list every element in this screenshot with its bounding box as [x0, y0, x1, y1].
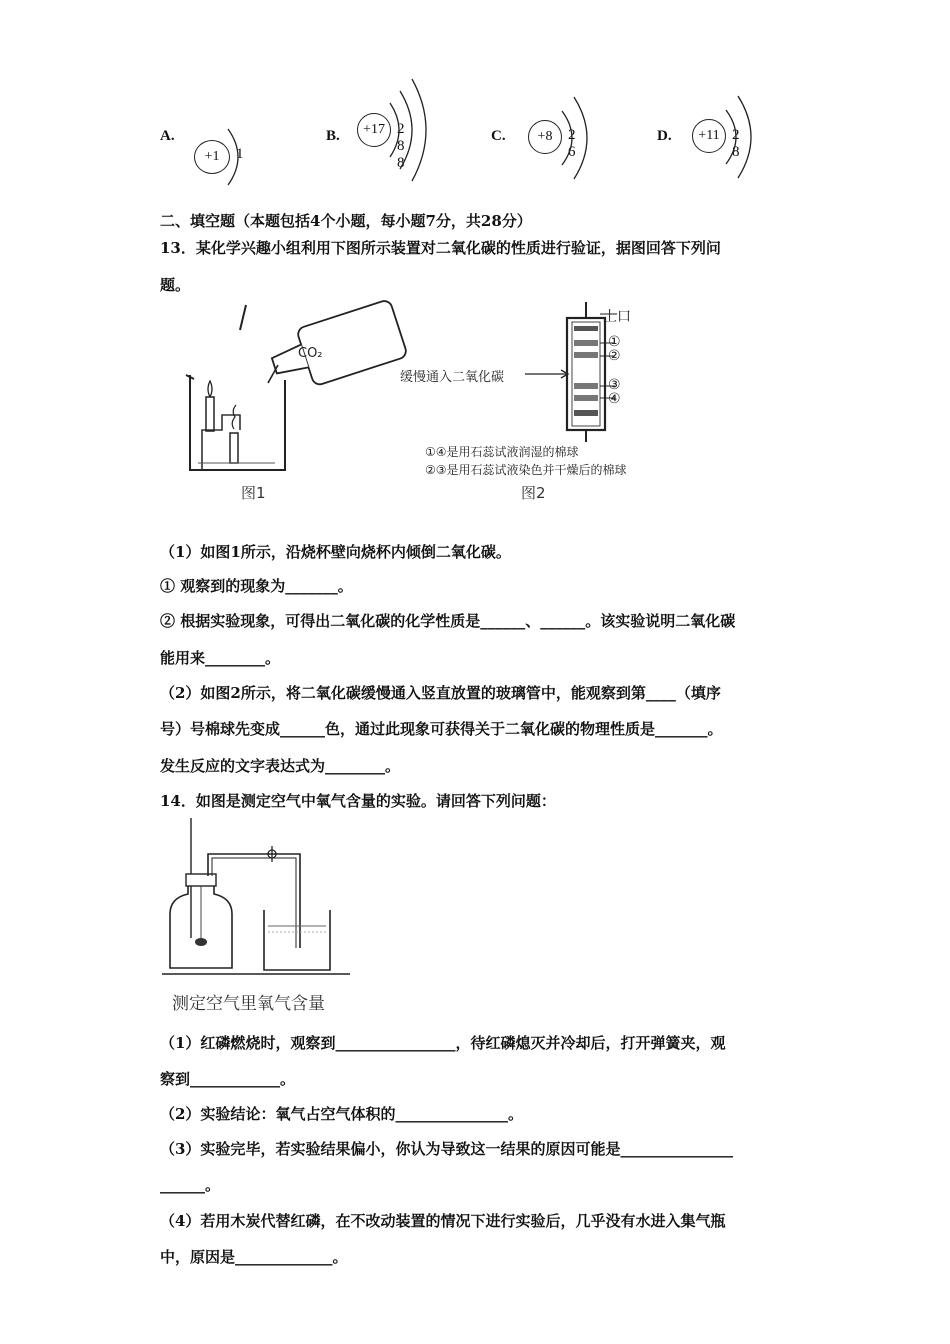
q13-stem-line1: 13．某化学兴趣小组利用下图所示装置对二氧化碳的性质进行验证，据图回答下列问: [160, 239, 721, 257]
nucleus-a: +1: [194, 140, 230, 174]
option-b-label: B.: [326, 128, 340, 144]
shell-arcs-d: [722, 92, 772, 182]
figure-3-caption: 测定空气里氧气含量: [172, 994, 325, 1014]
q13-part1-q2-cont: 能用来________。: [160, 649, 281, 667]
nucleus-b: +17: [357, 113, 391, 147]
nucleus-c: +8: [528, 120, 562, 154]
q13-stem-line2: 题。: [160, 276, 191, 294]
q14-part1-line1: （1）红磷燃烧时，观察到________________，待红磷熄灭并冷却后，打开弹簧夹，观: [160, 1034, 726, 1052]
q14-part3-line1: （3）实验完毕，若实验结果偏小，你认为导致这一结果的原因可能是_______________: [160, 1140, 733, 1158]
q13-part2-line2: 号）号棉球先变成______色，通过此现象可获得关于二氧化碳的物理性质是_______。: [160, 720, 723, 738]
shells-a: 1: [236, 146, 247, 162]
figure-3-drawing: [160, 818, 360, 988]
shells-b: 2 8 8: [397, 121, 408, 171]
q14-part1-line2: 察到____________。: [160, 1070, 296, 1088]
q14-part4-line1: （4）若用木炭代替红磷，在不改动装置的情况下进行实验后，几乎没有水进入集气瓶: [160, 1212, 726, 1230]
shells-c: 2 6: [568, 127, 579, 160]
q14-part3-line2: ______。: [160, 1176, 221, 1194]
q14-part2: （2）实验结论：氧气占空气体积的_______________。: [160, 1105, 523, 1123]
fig2-note-2: ②③是用石蕊试液染色并干燥后的棉球: [425, 463, 627, 477]
q13-part2-line3: 发生反应的文字表达式为________。: [160, 757, 401, 775]
ball-2-label: ②: [608, 348, 621, 364]
figure-2-caption: 图2: [521, 484, 546, 502]
q13-part1-intro: （1）如图1所示，沿烧杯壁向烧杯内倾倒二氧化碳。: [160, 543, 511, 561]
option-c-label: C.: [491, 128, 506, 144]
q13-part2-line1: （2）如图2所示，将二氧化碳缓慢通入竖直放置的玻璃管中，能观察到第____（填序: [160, 684, 721, 702]
co2-inlet-label: 缓慢通入二氧化碳: [400, 370, 505, 385]
fig2-note-1: ①④是用石蕊试液润湿的棉球: [425, 445, 579, 459]
q13-part1-q2: ② 根据实验现象，可得出二氧化碳的化学性质是______、______。该实验说明二氧化碳: [160, 612, 736, 630]
q14-part4-line2: 中，原因是_____________。: [160, 1248, 348, 1266]
option-a-label: A.: [160, 128, 175, 144]
q13-part1-q1: ① 观察到的现象为_______。: [160, 577, 353, 595]
q14-stem: 14．如图是测定空气中氧气含量的实验。请回答下列问题：: [160, 792, 556, 810]
ball-4-label: ④: [608, 391, 621, 407]
shells-d: 2 8: [732, 127, 743, 160]
shell-arcs-b: [386, 75, 446, 185]
co2-bottle-label: CO₂: [298, 346, 323, 361]
figure-1-drawing: [180, 305, 380, 495]
ball-1-label: ①: [608, 334, 621, 350]
ball-3-label: ③: [608, 377, 621, 393]
figure-1-caption: 图1: [241, 484, 266, 502]
option-d-label: D.: [657, 128, 672, 144]
shell-arcs-a: [226, 127, 246, 187]
section-title: 二、填空题（本题包括4个小题，每小题7分，共28分）: [160, 212, 532, 230]
tube-top-label: 上口: [603, 309, 631, 325]
nucleus-d: +11: [692, 119, 726, 153]
shell-arcs-c: [558, 93, 608, 183]
